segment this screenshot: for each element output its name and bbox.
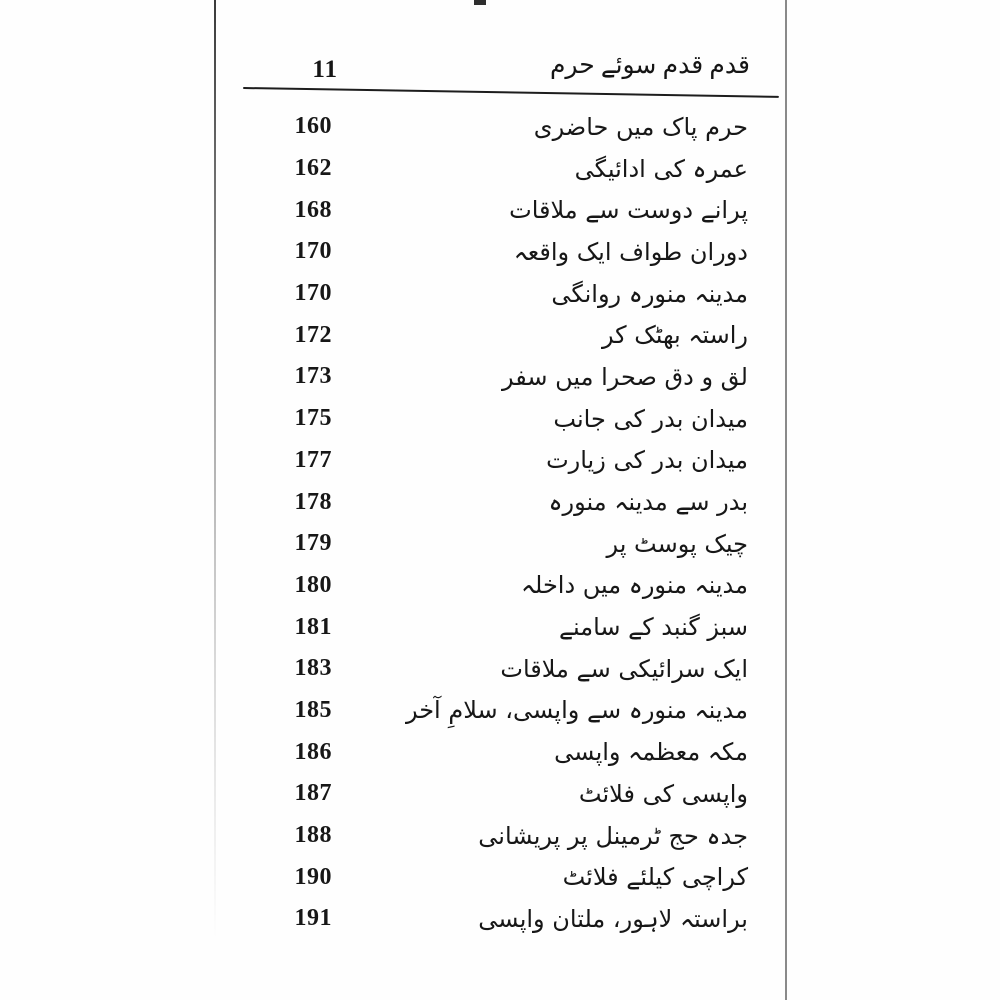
toc-row [215,273,785,315]
toc-entry-title: دوران طواف ایک واقعہ [513,237,748,266]
toc-page-number: 188 [294,822,332,849]
toc-page-number: 179 [294,530,332,557]
header-page-number: 11 [312,56,338,83]
toc-entry-title: سبز گنبد کے سامنے [558,613,748,642]
toc-entry-title: پرانے دوست سے ملاقات [509,196,748,225]
toc-row [215,398,785,440]
toc-entry-title: مدینہ منورہ سے واپسی، سلامِ آخر [405,696,748,725]
toc-row [215,314,785,356]
toc-list [215,106,785,940]
toc-row [215,606,785,648]
toc-entry-title: جدہ حج ٹرمینل پر پریشانی [478,821,748,850]
toc-page-number: 168 [294,196,332,223]
toc-row [215,731,785,773]
toc-entry-title: کراچی کیلئے فلائٹ [562,863,748,892]
toc-entry-title: میدان بدر کی جانب [553,404,748,433]
toc-row [215,189,785,231]
toc-row [215,148,785,190]
toc-page-number: 187 [294,780,332,807]
toc-entry-title: مدینہ منورہ میں داخلہ [520,571,748,600]
toc-row [215,815,785,857]
toc-entry-title: واپسی کی فلائٹ [578,779,748,808]
toc-row [215,898,785,940]
header-book-title: قدم قدم سوئے حرم [549,52,750,79]
toc-row [215,440,785,482]
toc-page-number: 181 [294,613,332,640]
toc-entry-title: ایک سرائیکی سے ملاقات [500,654,748,683]
toc-page-number: 162 [294,155,332,182]
toc-entry-title: حرم پاک میں حاضری [533,112,748,141]
toc-entry-title: براستہ لاہور، ملتان واپسی [478,904,748,933]
toc-page-number: 172 [294,321,332,348]
toc-page-number: 160 [294,113,332,140]
toc-page-number: 175 [294,405,332,432]
toc-row [215,856,785,898]
toc-page-number: 185 [294,696,332,723]
toc-row [215,773,785,815]
toc-row [215,565,785,607]
scan-artifact-mark [474,0,486,5]
toc-entry-title: مکہ معظمہ واپسی [554,738,748,767]
toc-row [215,648,785,690]
toc-page-number: 190 [294,863,332,890]
toc-page-number: 170 [294,280,332,307]
header-rule [243,87,779,98]
toc-row [215,231,785,273]
toc-page-number: 183 [294,655,332,682]
toc-entry-title: میدان بدر کی زیارت [546,446,748,475]
toc-row [215,106,785,148]
toc-row [215,523,785,565]
toc-entry-title: بدر سے مدینہ منورہ [548,488,748,517]
toc-page-number: 173 [294,363,332,390]
toc-page-number: 177 [294,446,332,473]
toc-page-number: 180 [294,571,332,598]
toc-page-number: 186 [294,738,332,765]
toc-entry-title: مدینہ منورہ روانگی [551,279,748,308]
toc-entry-title: چیک پوسٹ پر [606,529,748,558]
toc-entry-title: عمرہ کی ادائیگی [574,154,748,183]
toc-page-number: 170 [294,238,332,265]
toc-row [215,481,785,523]
toc-page-number: 178 [294,488,332,515]
toc-entry-title: لق و دق صحرا میں سفر [501,362,748,391]
toc-page-number: 191 [294,905,332,932]
toc-row [215,690,785,732]
page-right-edge [785,0,787,1000]
toc-row [215,356,785,398]
toc-entry-title: راستہ بھٹک کر [601,321,748,350]
